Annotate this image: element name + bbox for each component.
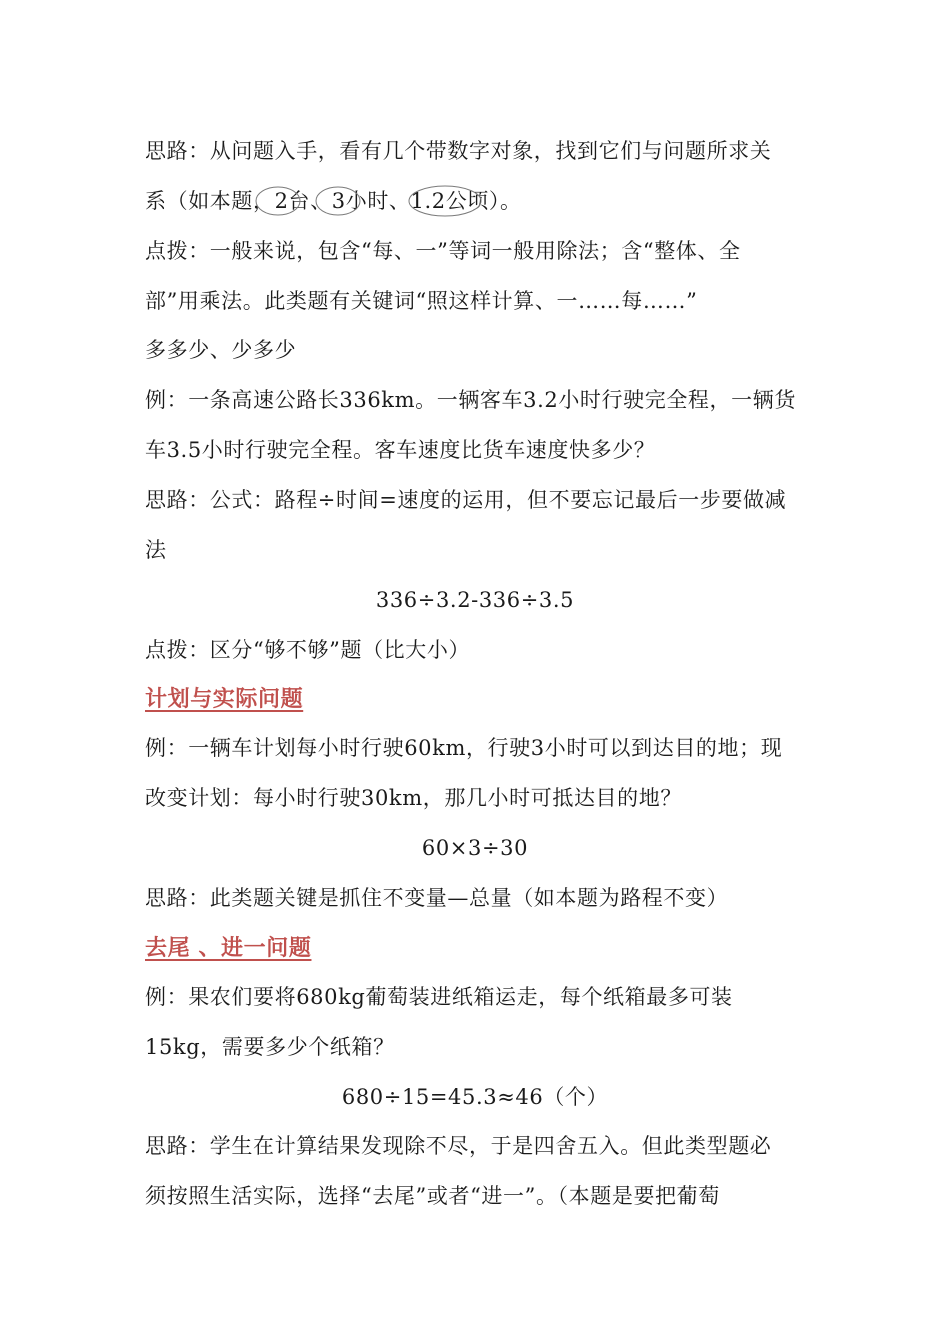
paragraph-example-2-cont: 改变计划：每小时行驶30km，那几小时可抵达目的地？ xyxy=(145,786,682,810)
paragraph-siLu-3: 思路：此类题关键是抓住不变量—总量（如本题为路程不变） xyxy=(145,886,729,910)
paragraph-dianBo-1: 点拨：一般来说，包含“每、一”等词一般用除法；含“整体、全 xyxy=(145,239,741,263)
paragraph-example-2: 例：一辆车计划每小时行驶60km，行驶3小时可以到达目的地；现 xyxy=(145,736,783,760)
section-title-duo-shao: 多多少、少多少 xyxy=(145,338,297,362)
paragraph-dianBo-2: 点拨：区分“够不够”题（比大小） xyxy=(145,638,471,662)
paragraph-dianBo-1-cont: 部”用乘法。此类题有关键词“照这样计算、一……每……” xyxy=(145,289,698,313)
paragraph-example-1-cont: 车3.5小时行驶完全程。客车速度比货车速度快多少？ xyxy=(145,438,656,462)
formula-1: 336÷3.2-336÷3.5 xyxy=(375,588,575,612)
paragraph-siLu-2: 思路：公式：路程÷时间=速度的运用，但不要忘记最后一步要做减 xyxy=(145,488,787,512)
formula-2: 60×3÷30 xyxy=(421,836,529,860)
formula-3: 680÷15=45.3≈46（个） xyxy=(341,1085,609,1109)
heading-plan-vs-actual: 计划与实际问题 xyxy=(145,686,304,712)
paragraph-siLu-1-cont: 系（如本题，2台、3小时、1.2公顷）。 xyxy=(145,189,522,213)
paragraph-example-3-cont: 15kg，需要多少个纸箱？ xyxy=(145,1035,395,1059)
heading-round-down-up: 去尾 、进一问题 xyxy=(145,935,312,961)
paragraph-siLu-4-cont: 须按照生活实际，选择“去尾”或者“进一”。（本题是要把葡萄 xyxy=(145,1184,720,1208)
paragraph-siLu-1: 思路：从问题入手，看有几个带数字对象，找到它们与问题所求关 xyxy=(145,139,772,163)
paragraph-example-3: 例：果农们要将680kg葡萄装进纸箱运走，每个纸箱最多可装 xyxy=(145,985,733,1009)
paragraph-siLu-2-cont: 法 xyxy=(145,538,167,562)
paragraph-example-1: 例：一条高速公路长336km。一辆客车3.2小时行驶完全程，一辆货 xyxy=(145,388,796,412)
paragraph-siLu-4: 思路：学生在计算结果发现除不尽，于是四舍五入。但此类型题必 xyxy=(145,1134,772,1158)
